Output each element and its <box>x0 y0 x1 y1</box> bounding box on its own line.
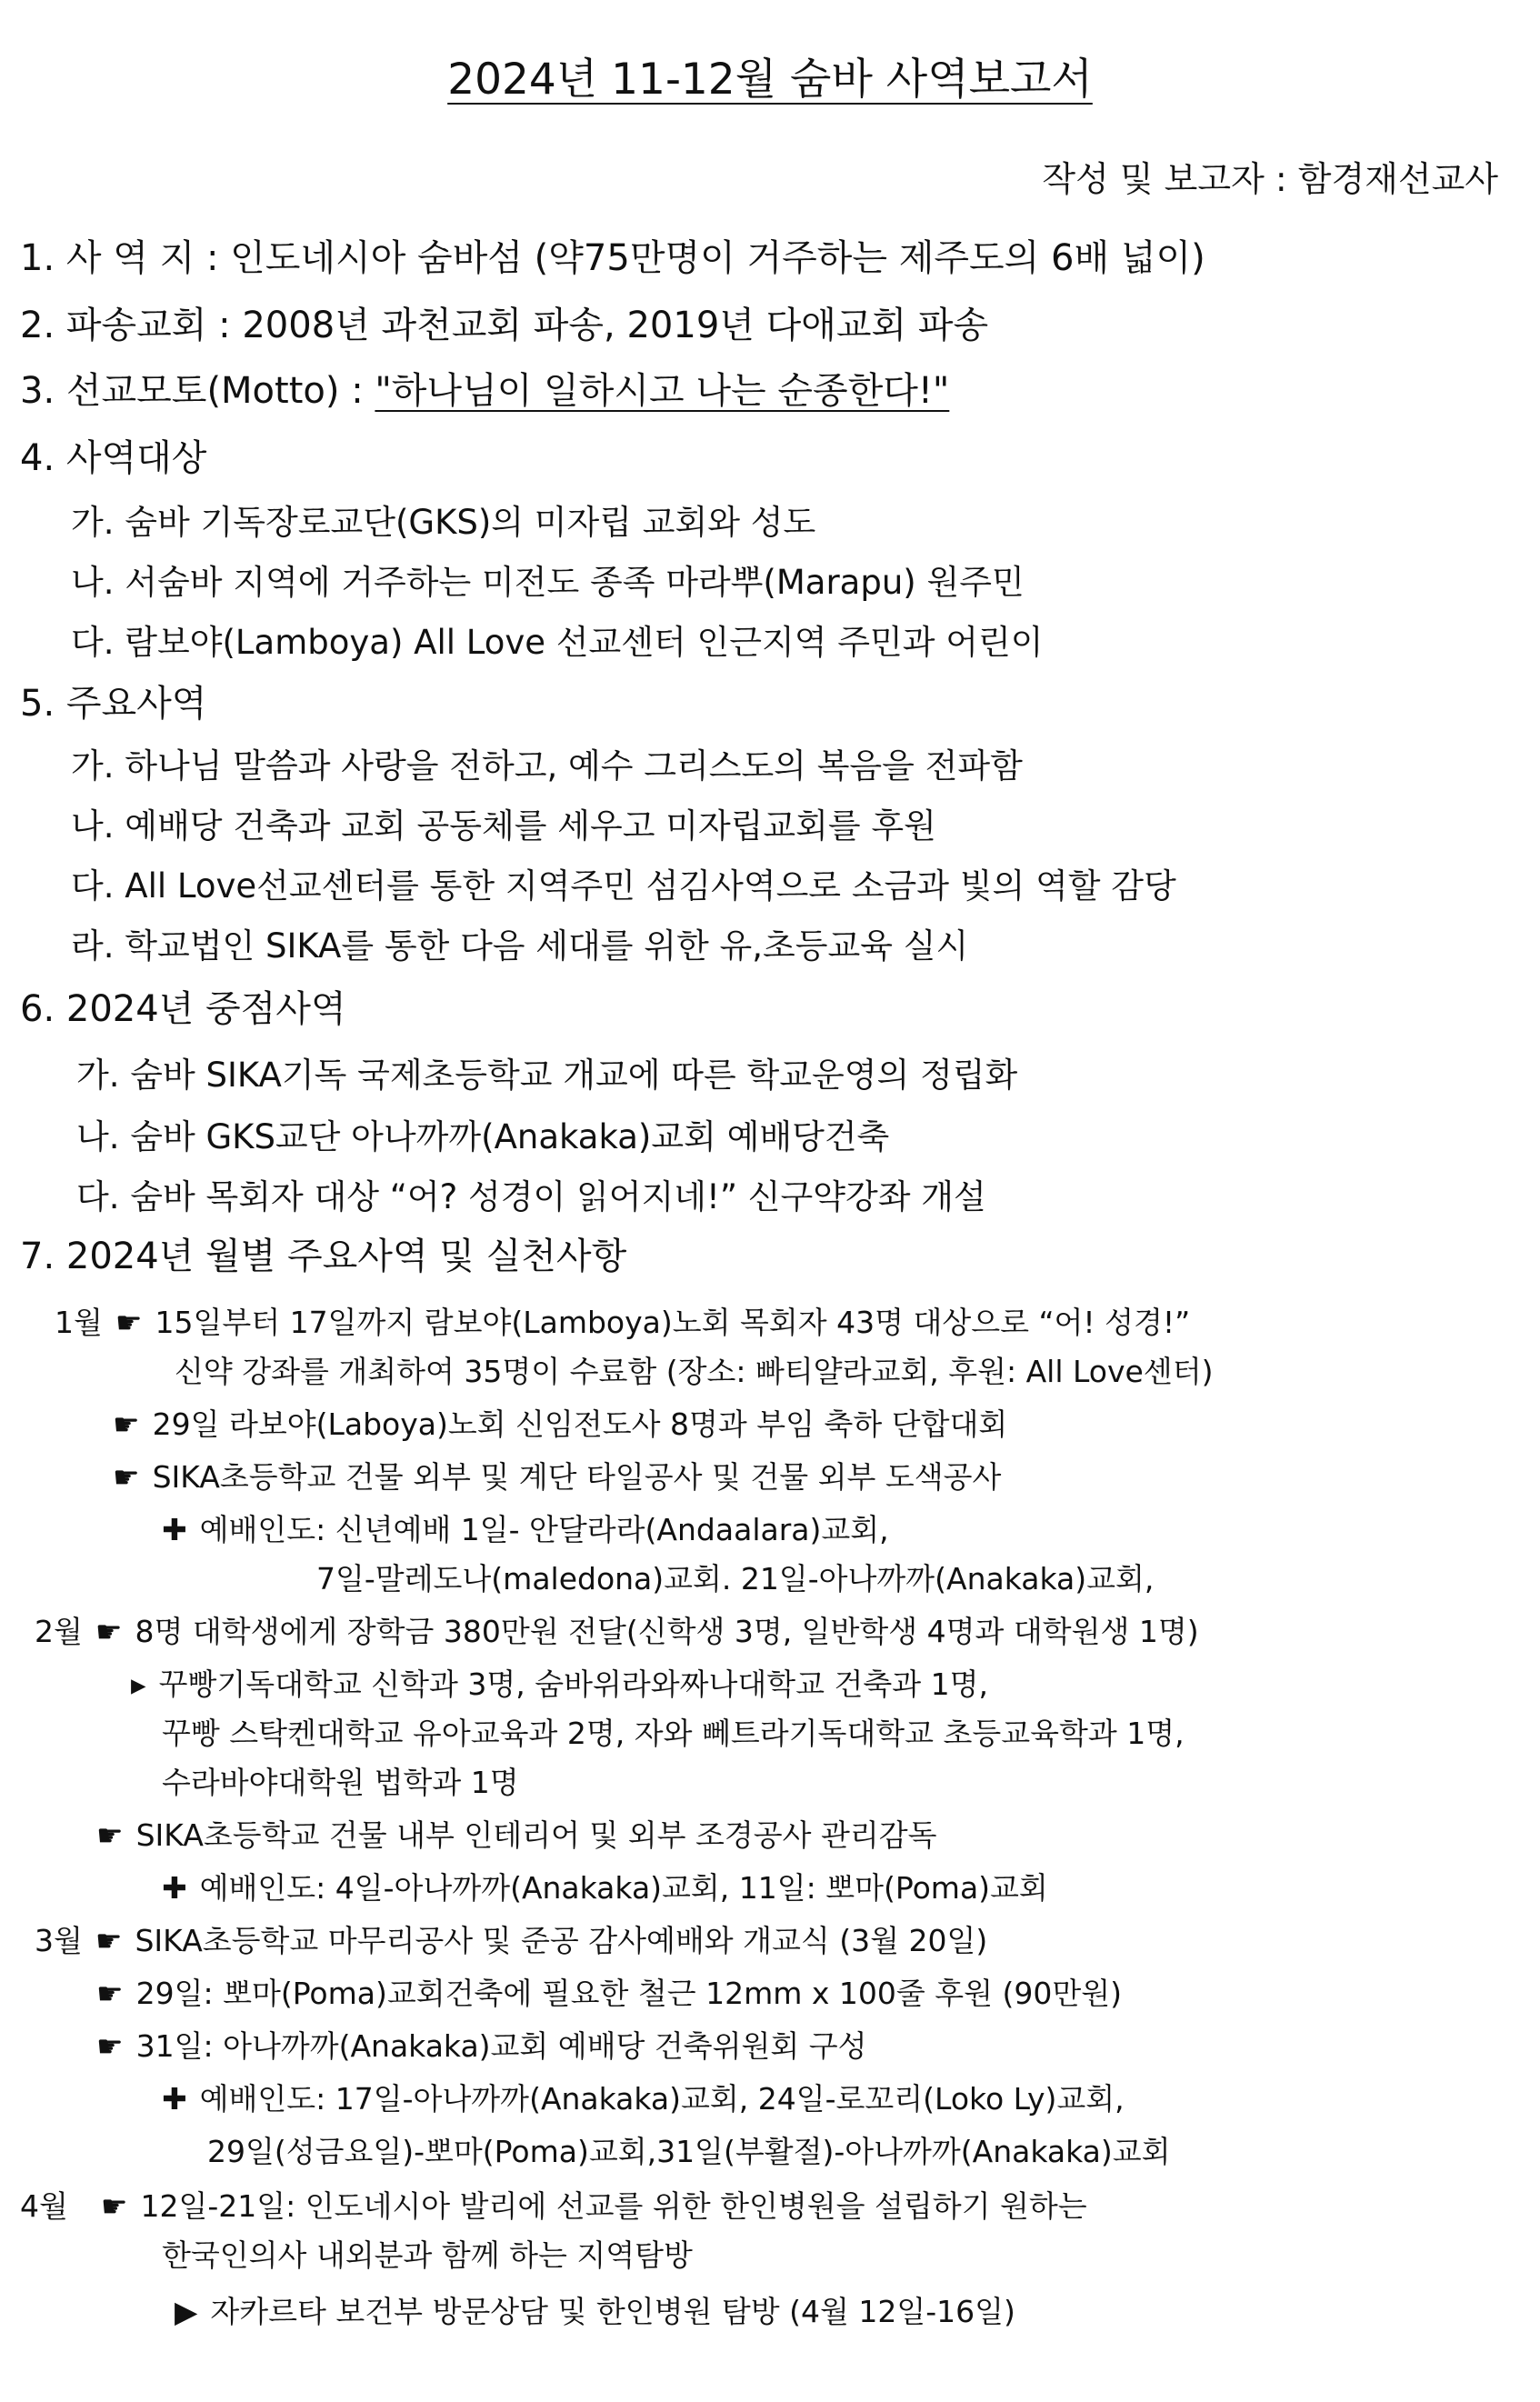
apr-item-1-cont: 한국인의사 내외분과 함께 하는 지역탐방 <box>162 2237 693 2273</box>
jan-item-3: ☛ SIKA초등학교 건물 외부 및 계단 타일공사 및 건물 외부 도색공사 <box>113 1459 1002 1495</box>
section-4-item-b: 나. 서숨바 지역에 거주하는 미전도 종족 마라뿌(Marapu) 원주민 <box>71 563 1025 602</box>
month-label-jan: 1월 <box>55 1305 103 1340</box>
mar-item-3: ☛ 31일: 아나까까(Anakaka)교회 예배당 건축위원회 구성 <box>96 2028 867 2064</box>
section-7-heading: 7. 2024년 월별 주요사역 및 실천사항 <box>20 1236 627 1277</box>
apr-item-1: 4월 ☛ 12일-21일: 인도네시아 발리에 선교를 위한 한인병원을 설립하기 원하는 <box>20 2188 1087 2224</box>
mar-item-4-cont: 29일(성금요일)-뽀마(Poma)교회,31일(부활절)-아나까까(Anakaka)교회 <box>207 2134 1171 2169</box>
triangle-bullet-icon: ▶ <box>175 2294 198 2329</box>
pointing-hand-icon: ☛ <box>95 1614 123 1649</box>
triangle-bullet-icon: ▸ <box>131 1666 146 1702</box>
month-label-mar: 3월 <box>35 1923 83 1958</box>
motto-label: 3. 선교모토(Motto) : <box>20 370 375 412</box>
report-title: 2024년 11-12월 숨바 사역보고서 <box>447 55 1093 105</box>
mar-item-4: ✚ 예배인도: 17일-아나까까(Anakaka)교회, 24일-로꼬리(Loko Ly)교회, <box>162 2081 1125 2117</box>
pointing-hand-icon: ☛ <box>96 1817 124 1853</box>
feb-item-1: 2월 ☛ 8명 대학생에게 장학금 380만원 전달(신학생 3명, 일반학생 4명과 대학원생 1명) <box>35 1614 1199 1649</box>
motto-text: "하나님이 일하시고 나는 순종한다!" <box>375 370 950 412</box>
jan-item-1: 1월 ☛ 15일부터 17일까지 람보야(Lamboya)노회 목회자 43명 대상으로 “어! 성경!” <box>55 1305 1191 1340</box>
mar-item-1: 3월 ☛ SIKA초등학교 마무리공사 및 준공 감사예배와 개교식 (3월 20일) <box>35 1923 988 1958</box>
jan-item-1-cont: 신약 강좌를 개최하여 35명이 수료함 (장소: 빠티얄라교회, 후원: All Love센터) <box>175 1354 1214 1389</box>
section-5-item-c: 다. All Love선교센터를 통한 지역주민 섬김사역으로 소금과 빛의 역할 감당 <box>71 866 1176 906</box>
feb-item-2-cont-2: 수라바야대학원 법학과 1명 <box>162 1765 519 1800</box>
month-label-apr: 4월 <box>20 2188 68 2224</box>
pointing-hand-icon: ☛ <box>100 2188 128 2224</box>
section-4-item-a: 가. 숨바 기독장로교단(GKS)의 미자립 교회와 성도 <box>71 503 816 542</box>
cross-icon: ✚ <box>162 1512 187 1547</box>
section-5-heading: 5. 주요사역 <box>20 683 207 725</box>
author-line: 작성 및 보고자 : 함경재선교사 <box>1042 159 1498 199</box>
section-6-item-a: 가. 숨바 SIKA기독 국제초등학교 개교에 따른 학교운영의 정립화 <box>76 1056 1018 1095</box>
section-6-heading: 6. 2024년 중점사역 <box>20 988 346 1030</box>
apr-item-2: ▶ 자카르타 보건부 방문상담 및 한인병원 탐방 (4월 12일-16일) <box>175 2294 1015 2329</box>
section-5-item-b: 나. 예배당 건축과 교회 공동체를 세우고 미자립교회를 후원 <box>71 806 936 846</box>
section-1-mission-field: 1. 사 역 지 : 인도네시아 숨바섬 (약75만명이 거주하는 제주도의 6배 넓이) <box>20 237 1205 279</box>
pointing-hand-icon: ☛ <box>95 1923 123 1958</box>
feb-item-3: ☛ SIKA초등학교 건물 내부 인테리어 및 외부 조경공사 관리감독 <box>96 1817 937 1853</box>
mar-item-2: ☛ 29일: 뽀마(Poma)교회건축에 필요한 철근 12mm x 100줄 후원 (90만원) <box>96 1976 1122 2011</box>
section-6-item-b: 나. 숨바 GKS교단 아나까까(Anakaka)교회 예배당건축 <box>76 1117 890 1156</box>
cross-icon: ✚ <box>162 1870 187 1906</box>
section-2-sending-church: 2. 파송교회 : 2008년 과천교회 파송, 2019년 다애교회 파송 <box>20 305 989 346</box>
month-label-feb: 2월 <box>35 1614 83 1649</box>
pointing-hand-icon: ☛ <box>96 2028 124 2064</box>
pointing-hand-icon: ☛ <box>96 1976 124 2011</box>
feb-item-4: ✚ 예배인도: 4일-아나까까(Anakaka)교회, 11일: 뽀마(Poma)교회 <box>162 1870 1048 1906</box>
section-5-item-d: 라. 학교법인 SIKA를 통한 다음 세대를 위한 유,초등교육 실시 <box>71 926 969 966</box>
jan-item-4-cont: 7일-말레도나(maledona)교회. 21일-아나까까(Anakaka)교회, <box>316 1561 1155 1596</box>
section-3-motto <box>20 370 950 412</box>
pointing-hand-icon: ☛ <box>113 1406 140 1442</box>
jan-item-4: ✚ 예배인도: 신년예배 1일- 안달라라(Andaalara)교회, <box>162 1512 889 1547</box>
feb-item-2-cont: 꾸빵 스탁켄대학교 유아교육과 2명, 자와 뻬트라기독대학교 초등교육학과 1명, <box>162 1716 1185 1751</box>
feb-item-2: ▸ 꾸빵기독대학교 신학과 3명, 숨바위라와짜나대학교 건축과 1명, <box>131 1666 988 1702</box>
section-6-item-c: 다. 숨바 목회자 대상 “어? 성경이 읽어지네!” 신구약강좌 개설 <box>76 1177 986 1216</box>
jan-item-2: ☛ 29일 라보야(Laboya)노회 신임전도사 8명과 부임 축하 단합대회 <box>113 1406 1008 1442</box>
pointing-hand-icon: ☛ <box>113 1459 140 1495</box>
pointing-hand-icon: ☛ <box>115 1305 143 1340</box>
section-4-heading: 4. 사역대상 <box>20 437 207 479</box>
section-4-item-c: 다. 람보야(Lamboya) All Love 선교센터 인근지역 주민과 어린이 <box>71 623 1044 662</box>
section-5-item-a: 가. 하나님 말씀과 사랑을 전하고, 예수 그리스도의 복음을 전파함 <box>71 746 1023 786</box>
cross-icon: ✚ <box>162 2081 187 2117</box>
